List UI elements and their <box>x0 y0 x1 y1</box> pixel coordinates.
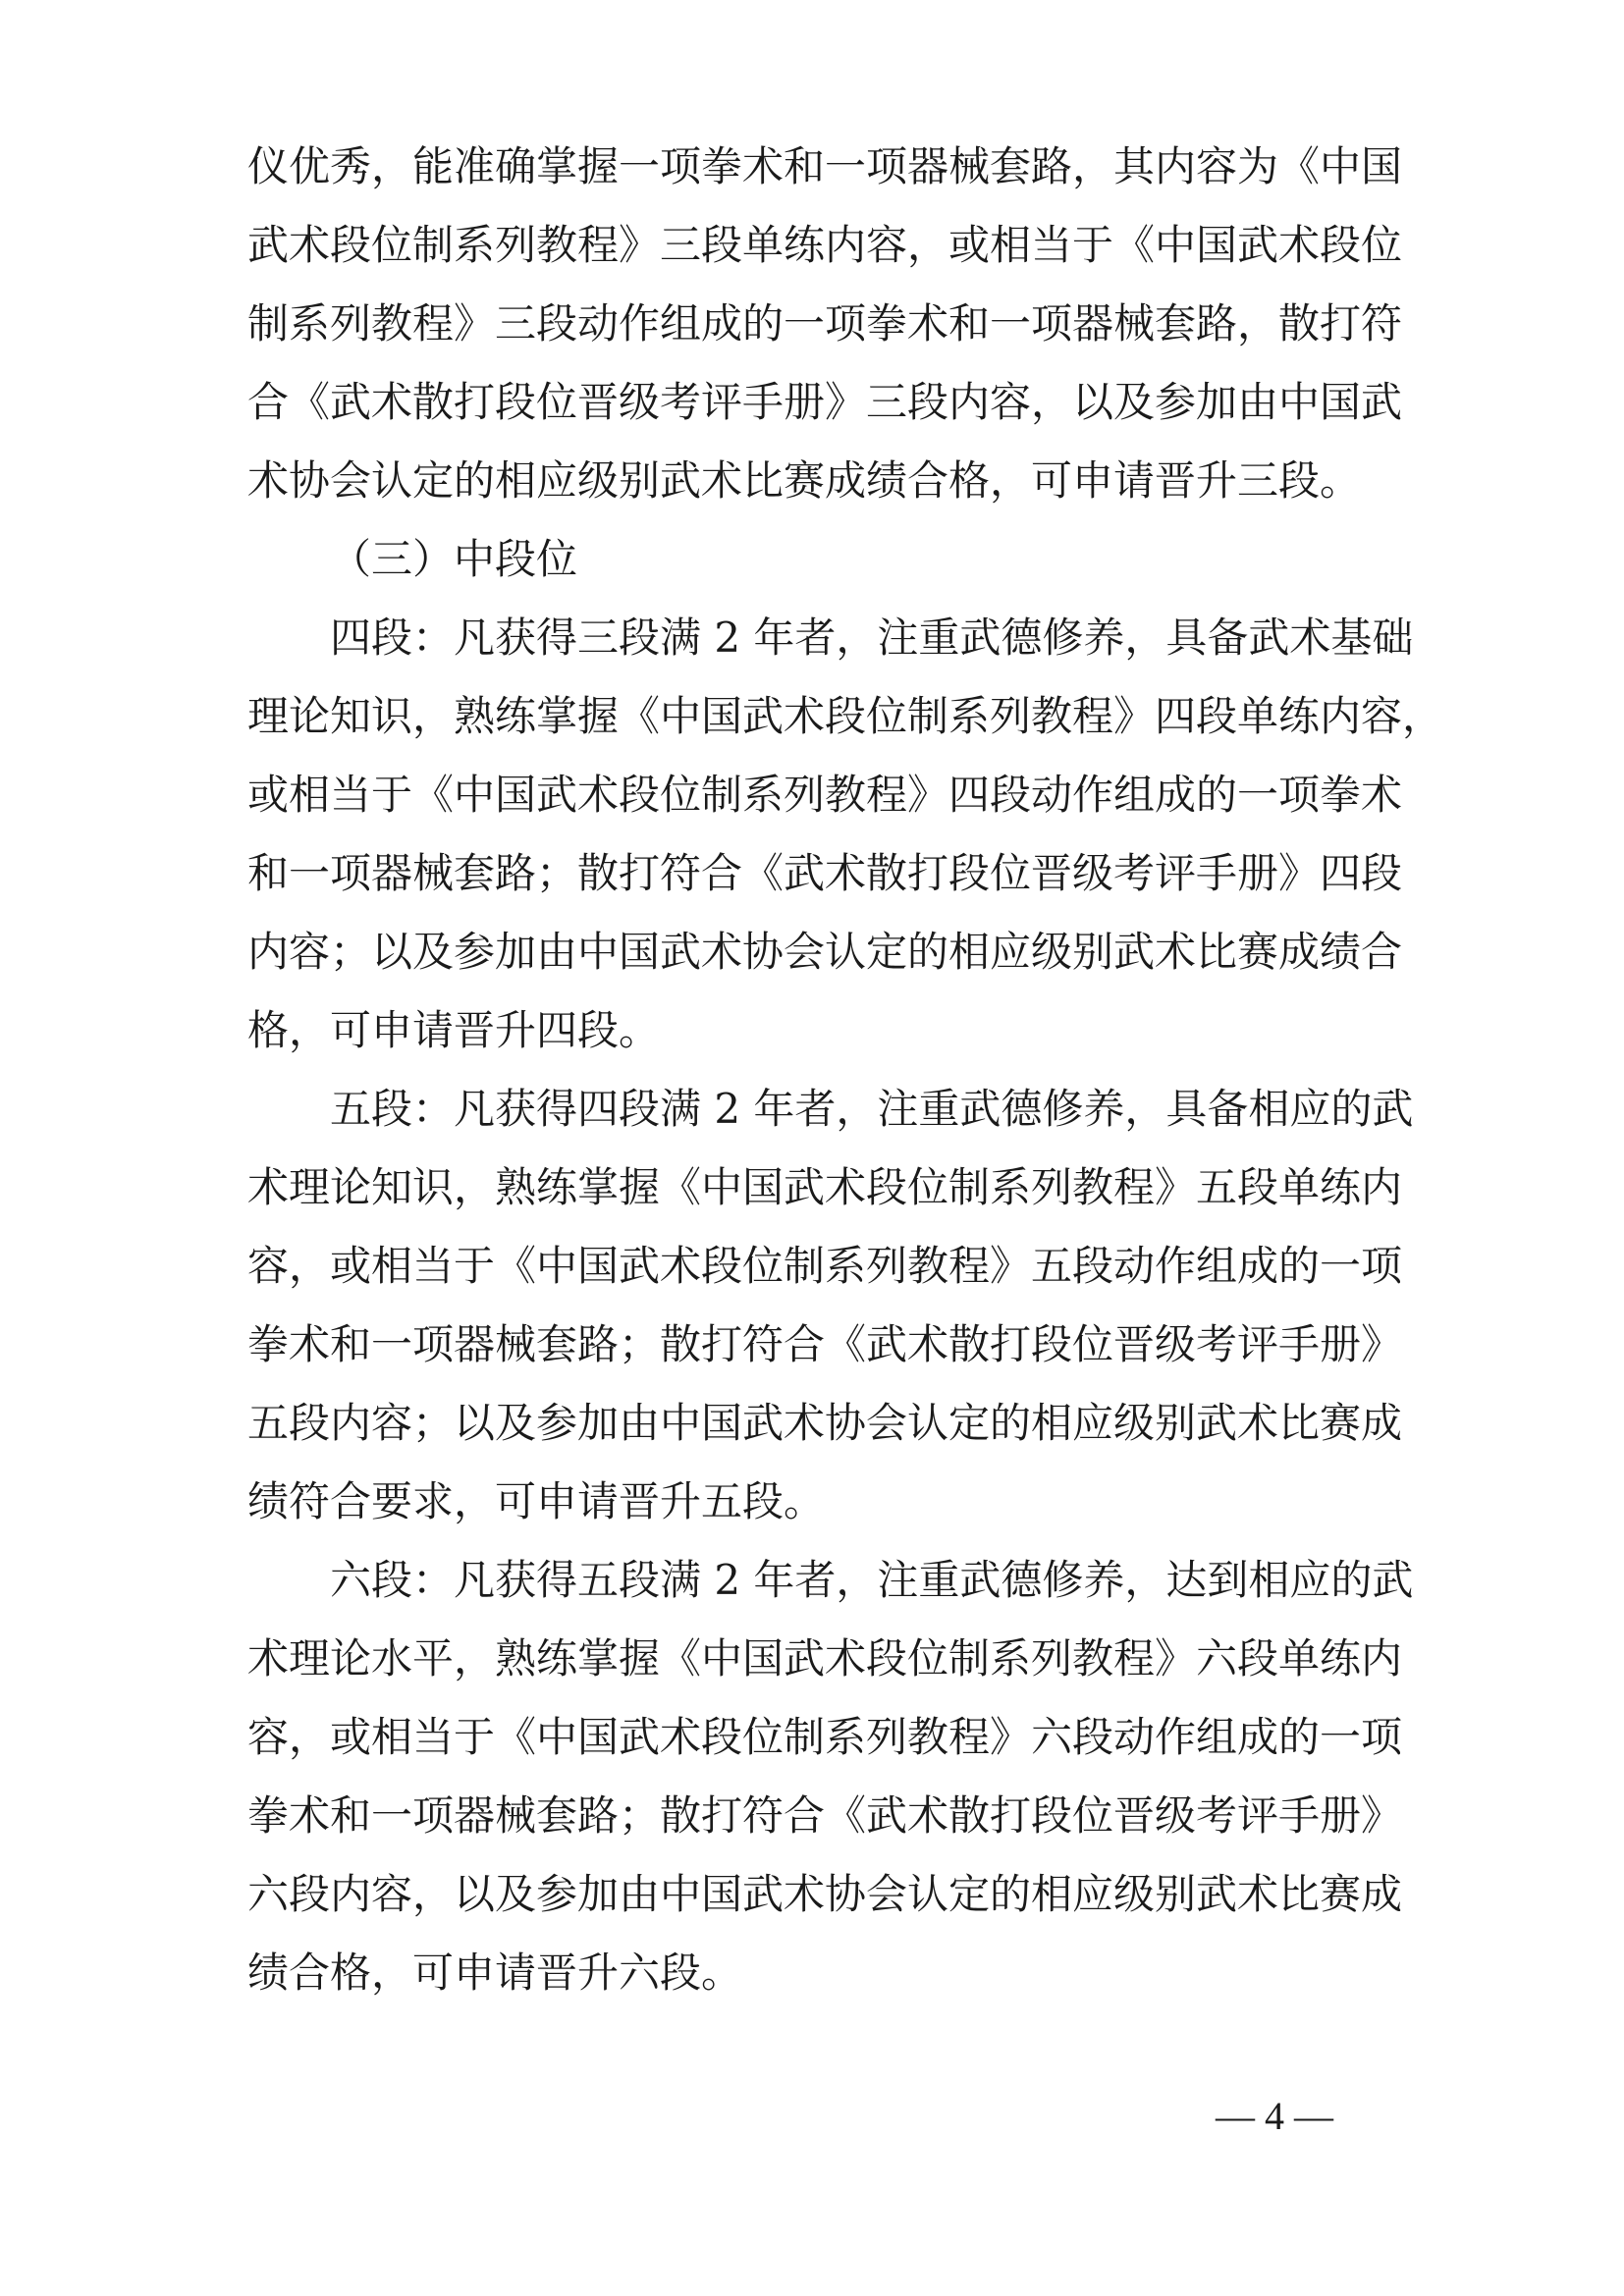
body-text-line: 五段内容；以及参加由中国武术协会认定的相应级别武术比赛成 <box>247 1399 1403 1447</box>
body-text-line: 合《武术散打段位晋级考评手册》三段内容，以及参加由中国武 <box>247 378 1403 426</box>
body-text-line: 或相当于《中国武术段位制系列教程》四段动作组成的一项拳术 <box>247 771 1403 819</box>
body-text-line: 容，或相当于《中国武术段位制系列教程》五段动作组成的一项 <box>247 1242 1403 1290</box>
page-number: — 4 — <box>1216 2094 1333 2138</box>
body-text-line: 格，可申请晋升四段。 <box>247 1006 661 1054</box>
body-text-line: 术理论水平，熟练掌握《中国武术段位制系列教程》六段单练内 <box>247 1634 1403 1682</box>
body-text-line: 拳术和一项器械套路；散打符合《武术散打段位晋级考评手册》 <box>247 1320 1403 1368</box>
body-text-line: 内容；以及参加由中国武术协会认定的相应级别武术比赛成绩合 <box>247 928 1403 976</box>
body-text-line: 绩合格，可申请晋升六段。 <box>247 1949 743 1997</box>
body-text-line: 拳术和一项器械套路；散打符合《武术散打段位晋级考评手册》 <box>247 1791 1403 1840</box>
paragraph-first-line: 四段：凡获得三段满 2 年者，注重武德修养，具备武术基础 <box>330 614 1414 662</box>
body-text-line: 术理论知识，熟练掌握《中国武术段位制系列教程》五段单练内 <box>247 1163 1403 1211</box>
body-text-line: 理论知识，熟练掌握《中国武术段位制系列教程》四段单练内容， <box>247 692 1444 740</box>
body-text-line: 制系列教程》三段动作组成的一项拳术和一项器械套路，散打符 <box>247 299 1403 347</box>
body-text-line: 六段内容，以及参加由中国武术协会认定的相应级别武术比赛成 <box>247 1870 1403 1918</box>
body-text-line: 绩符合要求，可申请晋升五段。 <box>247 1477 826 1525</box>
paragraph-first-line: 五段：凡获得四段满 2 年者，注重武德修养，具备相应的武 <box>330 1085 1414 1133</box>
body-text-line: 容，或相当于《中国武术段位制系列教程》六段动作组成的一项 <box>247 1713 1403 1761</box>
body-text-line: 术协会认定的相应级别武术比赛成绩合格，可申请晋升三段。 <box>247 456 1362 505</box>
section-heading: （三）中段位 <box>330 535 578 583</box>
body-text-line: 仪优秀，能准确掌握一项拳术和一项器械套路，其内容为《中国 <box>247 142 1403 190</box>
body-text-line: 武术段位制系列教程》三段单练内容，或相当于《中国武术段位 <box>247 221 1403 269</box>
body-text-line: 和一项器械套路；散打符合《武术散打段位晋级考评手册》四段 <box>247 849 1403 897</box>
paragraph-first-line: 六段：凡获得五段满 2 年者，注重武德修养，达到相应的武 <box>330 1556 1414 1604</box>
